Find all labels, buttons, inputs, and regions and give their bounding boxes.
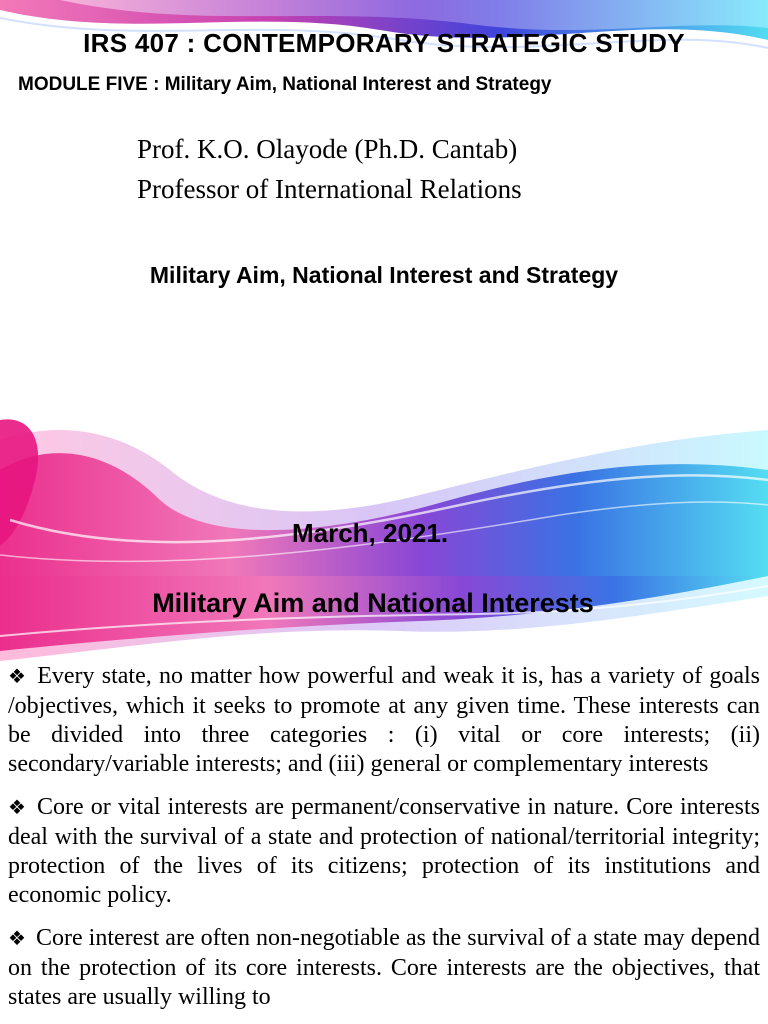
bullet-text: Core or vital interests are permanent/conservative in nature. Core interests deal with the survival of a state and protection of national/territorial integrity; protection of the lives of its citizens; protection of its institutions and economic policy. [8, 794, 760, 908]
module-title: MODULE FIVE : Military Aim, National Interest and Strategy [18, 74, 552, 95]
presentation-date: March, 2021. [291, 518, 449, 548]
list-item [8, 924, 760, 1012]
bullet-text: Every state, no matter how powerful and weak it is, has a variety of goals /objectives, which it seeks to promote at any given time. These interests can be divided into three categories : (i) vital or core interests; (ii) secondary/variable interests; and (iii) general or complementary interests [8, 663, 760, 777]
slide-subtitle: Military Aim, National Interest and Strategy [149, 262, 619, 288]
course-title: IRS 407 : CONTEMPORARY STRATEGIC STUDY [83, 28, 685, 58]
author-role: Professor of International Relations [137, 174, 522, 204]
slide-title: Military Aim and National Interests [152, 588, 594, 618]
bullet-list [8, 662, 760, 1024]
list-item [8, 662, 760, 779]
diamond-bullet-icon: ❖ [8, 797, 28, 819]
diamond-bullet-icon: ❖ [8, 666, 28, 688]
content-slide [0, 576, 768, 1024]
bullet-text: Core interest are often non-negotiable as the survival of a state may depend on the protection of its core interests. Core interests are the objectives, that states are usually willing to [8, 925, 760, 1010]
diamond-bullet-icon: ❖ [8, 928, 26, 950]
author-name: Prof. K.O. Olayode (Ph.D. Cantab) [137, 134, 518, 164]
list-item [8, 793, 760, 910]
